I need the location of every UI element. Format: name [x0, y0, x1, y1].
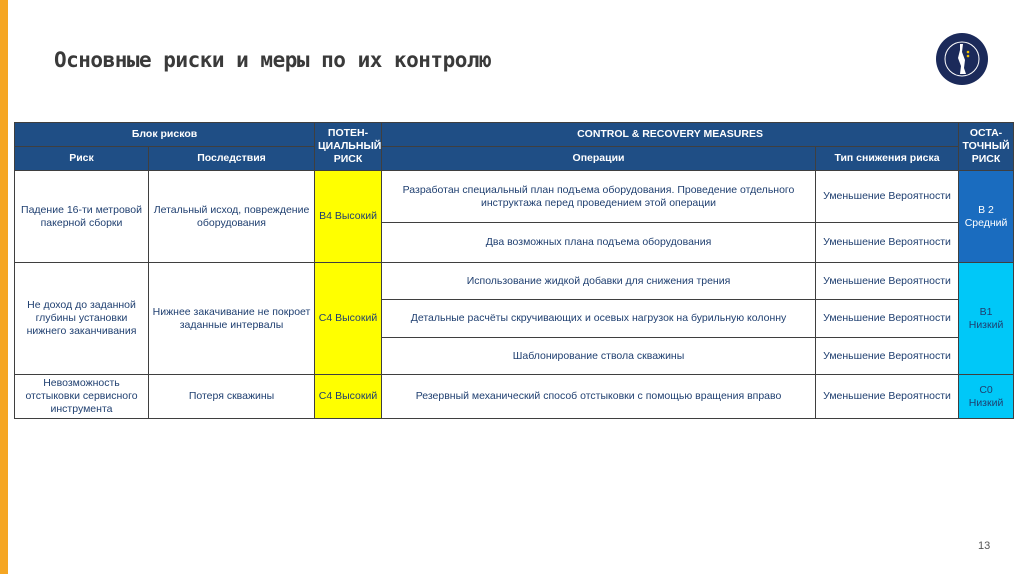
header-residual-risk: ОСТА-ТОЧНЫЙ РИСК	[959, 123, 1014, 171]
risk-cell: Невозможность отстыковки сервисного инструмента	[15, 375, 149, 419]
residual-risk-cell: B1 Низкий	[959, 263, 1014, 375]
potential-risk-cell: C4 Высокий	[315, 375, 382, 419]
reduction-type-cell: Уменьшение Вероятности	[816, 263, 959, 300]
header-risk-block: Блок рисков	[15, 123, 315, 147]
table-row	[15, 375, 1014, 419]
consequence-cell: Потеря скважины	[149, 375, 315, 419]
header-control-measures: CONTROL & RECOVERY MEASURES	[382, 123, 959, 147]
accent-bar	[0, 0, 8, 574]
consequence-cell: Летальный исход, повреждение оборудования	[149, 171, 315, 263]
reduction-type-cell: Уменьшение Вероятности	[816, 300, 959, 338]
potential-risk-cell: B4 Высокий	[315, 171, 382, 263]
page-title: Основные риски и меры по их контролю	[54, 48, 492, 72]
consequence-cell: Нижнее закачивание не покроет заданные интервалы	[149, 263, 315, 375]
potential-risk-cell: C4 Высокий	[315, 263, 382, 375]
risk-table	[14, 122, 1014, 419]
reduction-type-cell: Уменьшение Вероятности	[816, 223, 959, 263]
header-consequences: Последствия	[149, 147, 315, 171]
reduction-type-cell: Уменьшение Вероятности	[816, 338, 959, 375]
operation-cell: Использование жидкой добавки для снижения трения	[382, 263, 816, 300]
reduction-type-cell: Уменьшение Вероятности	[816, 171, 959, 223]
header-risk: Риск	[15, 147, 149, 171]
residual-risk-cell: C0 Низкий	[959, 375, 1014, 419]
operation-cell: Два возможных плана подъема оборудования	[382, 223, 816, 263]
operation-cell: Резервный механический способ отстыковки с помощью вращения вправо	[382, 375, 816, 419]
operation-cell: Шаблонирование ствола скважины	[382, 338, 816, 375]
risk-cell: Падение 16-ти метровой пакерной сборки	[15, 171, 149, 263]
table-row	[15, 263, 1014, 300]
operation-cell: Разработан специальный план подъема оборудования. Проведение отдельного инструктажа перед проведением этой операции	[382, 171, 816, 223]
header-reduction-type: Тип снижения риска	[816, 147, 959, 171]
risk-cell: Не доход до заданной глубины установки нижнего заканчивания	[15, 263, 149, 375]
page-number: 13	[978, 540, 991, 552]
header-potential-risk: ПОТЕН-ЦИАЛЬНЫЙ РИСК	[315, 123, 382, 171]
company-logo	[935, 32, 989, 86]
table-row	[15, 171, 1014, 223]
header-operations: Операции	[382, 147, 816, 171]
reduction-type-cell: Уменьшение Вероятности	[816, 375, 959, 419]
operation-cell: Детальные расчёты скручивающих и осевых нагрузок на бурильную колонну	[382, 300, 816, 338]
residual-risk-cell: B 2 Средний	[959, 171, 1014, 263]
